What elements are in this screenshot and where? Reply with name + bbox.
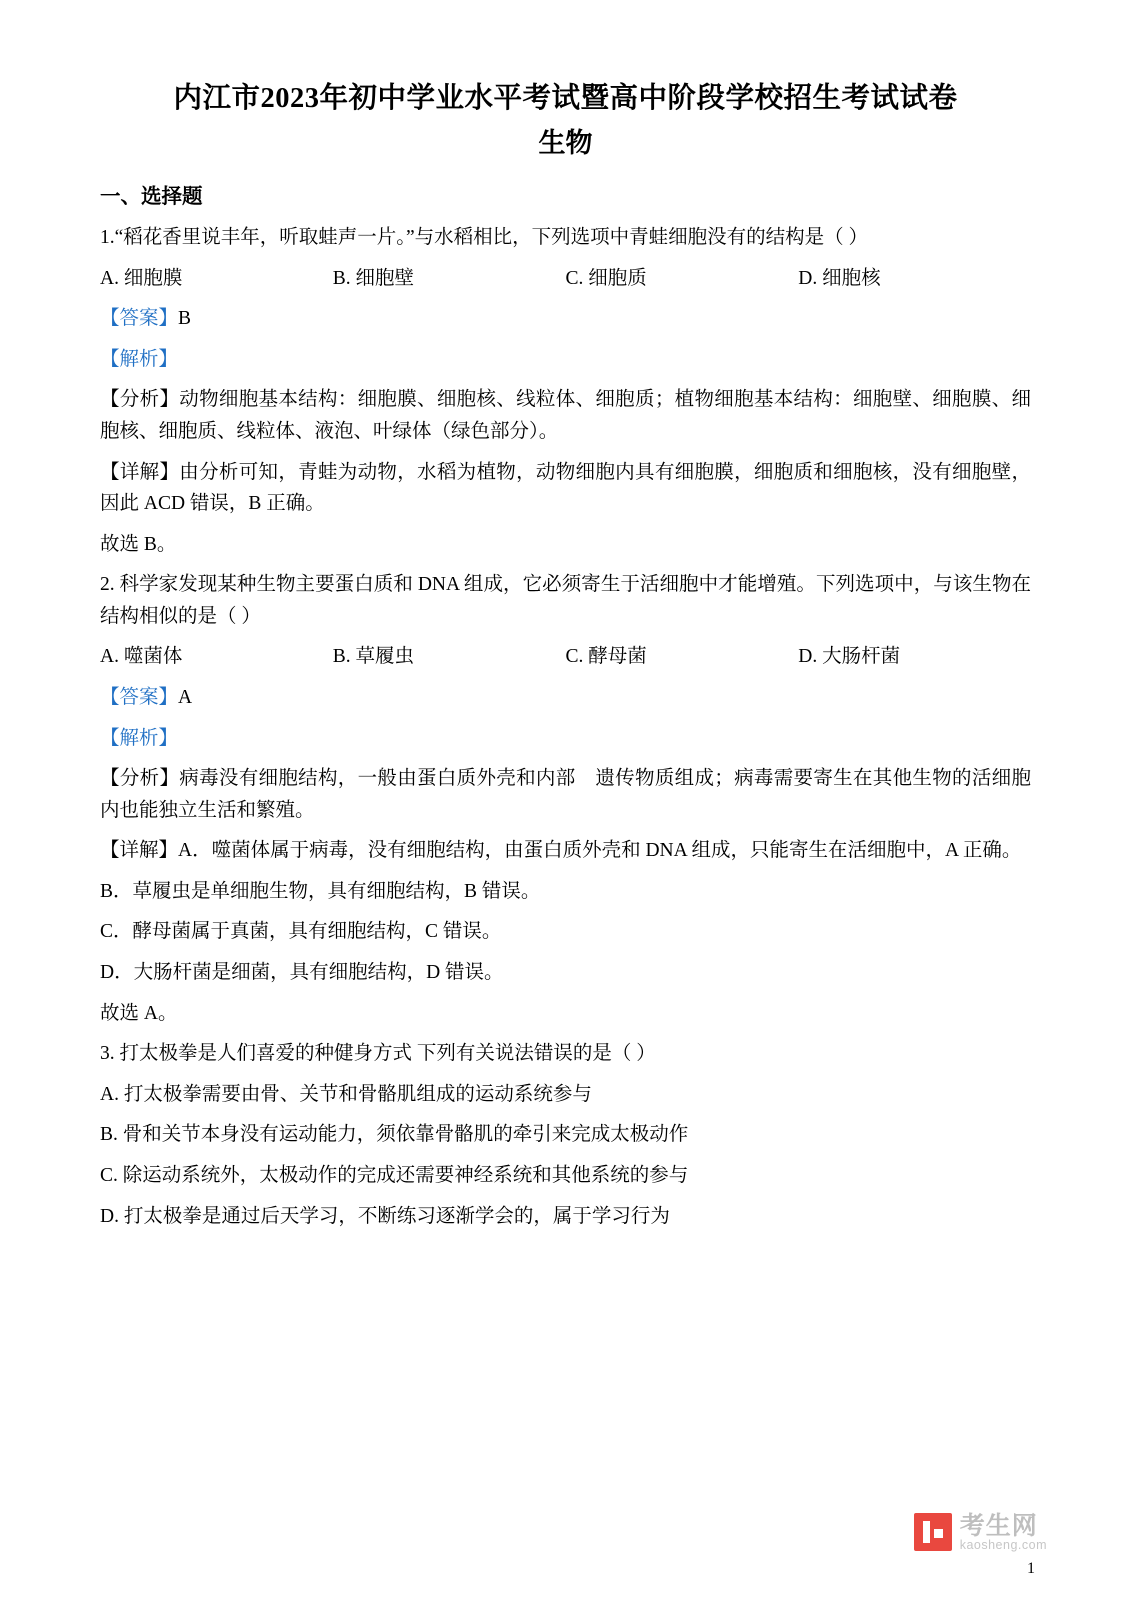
question-2-explain-d: D．大肠杆菌是细菌，具有细胞结构，D 错误。: [100, 962, 504, 984]
question-2-option-d: D. 大肠杆菌: [798, 646, 901, 668]
question-2-analysis-tag: [100, 723, 1031, 755]
question-3-option-c: C. 除运动系统外，太极动作的完成还需要神经系统和其他系统的参与: [100, 1164, 689, 1186]
question-1-option-c: C. 细胞质: [565, 267, 647, 289]
question-1-fenxi: 【分析】动物细胞基本结构：细胞膜、细胞核、线粒体、细胞质；植物细胞基本结构：细胞壁、细胞膜、细胞核、细胞质、线粒体、液泡、叶绿体（绿色部分）。: [100, 389, 1031, 442]
watermark: [914, 1513, 1047, 1552]
question-2-option-b: B. 草履虫: [332, 646, 415, 668]
watermark-logo-icon: [914, 1513, 952, 1551]
watermark-brand-cn: 考生网: [959, 1511, 1038, 1540]
question-2-options: [100, 641, 1031, 673]
question-2-option-c: C. 酵母菌: [565, 646, 647, 668]
page-title: 内江市2023年初中学业水平考试暨高中阶段学校招生考试试卷: [173, 83, 958, 114]
section-heading: 一、选择题: [100, 186, 203, 209]
analysis-tag: 【解析】: [100, 727, 179, 749]
question-2-explain-c: C．酵母菌属于真菌，具有细胞结构，C 错误。: [100, 921, 502, 943]
question-2-stem: 2. 科学家发现某种生物主要蛋白质和 DNA 组成，它必须寄生于活细胞中才能增殖。下列选项中，与该生物在结构相似的是（ ）: [100, 574, 1031, 627]
question-3-option-d: D. 打太极拳是通过后天学习，不断练习逐渐学会的，属于学习行为: [100, 1205, 670, 1227]
question-1-option-d: D. 细胞核: [798, 267, 881, 289]
analysis-tag: 【解析】: [100, 348, 179, 370]
question-1-answer: [100, 303, 1031, 335]
question-2-explain-b: B．草履虫是单细胞生物，具有细胞结构，B 错误。: [100, 880, 541, 902]
question-1-analysis-tag: [100, 344, 1031, 376]
watermark-texts: [960, 1513, 1047, 1552]
question-1-options: [100, 263, 1031, 295]
watermark-brand-en: kaosheng.com: [959, 1537, 1047, 1552]
answer-value: B: [178, 308, 192, 330]
question-1-xiangjie: 【详解】由分析可知，青蛙为动物，水稻为植物，动物细胞内具有细胞膜，细胞质和细胞核，没有细胞壁，因此 ACD 错误，B 正确。: [100, 461, 1031, 515]
question-2-fenxi: 【分析】病毒没有细胞结构，一般由蛋白质外壳和内部 遗传物质组成；病毒需要寄生在其他生物的活细胞内也能独立生活和繁殖。: [100, 768, 1031, 821]
question-2-xiangjie: 【详解】A．噬菌体属于病毒，没有细胞结构，由蛋白质外壳和 DNA 组成，只能寄生在活细胞中，A 正确。: [100, 840, 1022, 862]
page-number: 1: [1027, 1560, 1035, 1577]
question-1-stem: 1.“稻花香里说丰年，听取蛙声一片。”与水稻相比，下列选项中青蛙细胞没有的结构是（ ）: [100, 227, 869, 249]
question-2-answer: [100, 682, 1031, 714]
question-3-option-a: A. 打太极拳需要由骨、关节和骨骼肌组成的运动系统参与: [100, 1083, 592, 1105]
answer-tag: 【答案】: [100, 308, 179, 330]
question-3-stem: 3. 打太极拳是人们喜爱的种健身方式 下列有关说法错误的是（ ）: [100, 1043, 656, 1065]
question-1-option-b: B. 细胞壁: [332, 267, 415, 289]
answer-value: A: [178, 686, 193, 708]
answer-tag: 【答案】: [100, 686, 179, 708]
question-2-option-a: A. 噬菌体: [100, 646, 183, 668]
page-subtitle: 生物: [538, 127, 593, 158]
question-2-conclusion: 故选 A。: [100, 1002, 178, 1024]
question-3-option-b: B. 骨和关节本身没有运动能力，须依靠骨骼肌的牵引来完成太极动作: [100, 1124, 689, 1146]
question-1-option-a: A. 细胞膜: [100, 267, 183, 289]
question-1-conclusion: 故选 B。: [100, 533, 177, 555]
